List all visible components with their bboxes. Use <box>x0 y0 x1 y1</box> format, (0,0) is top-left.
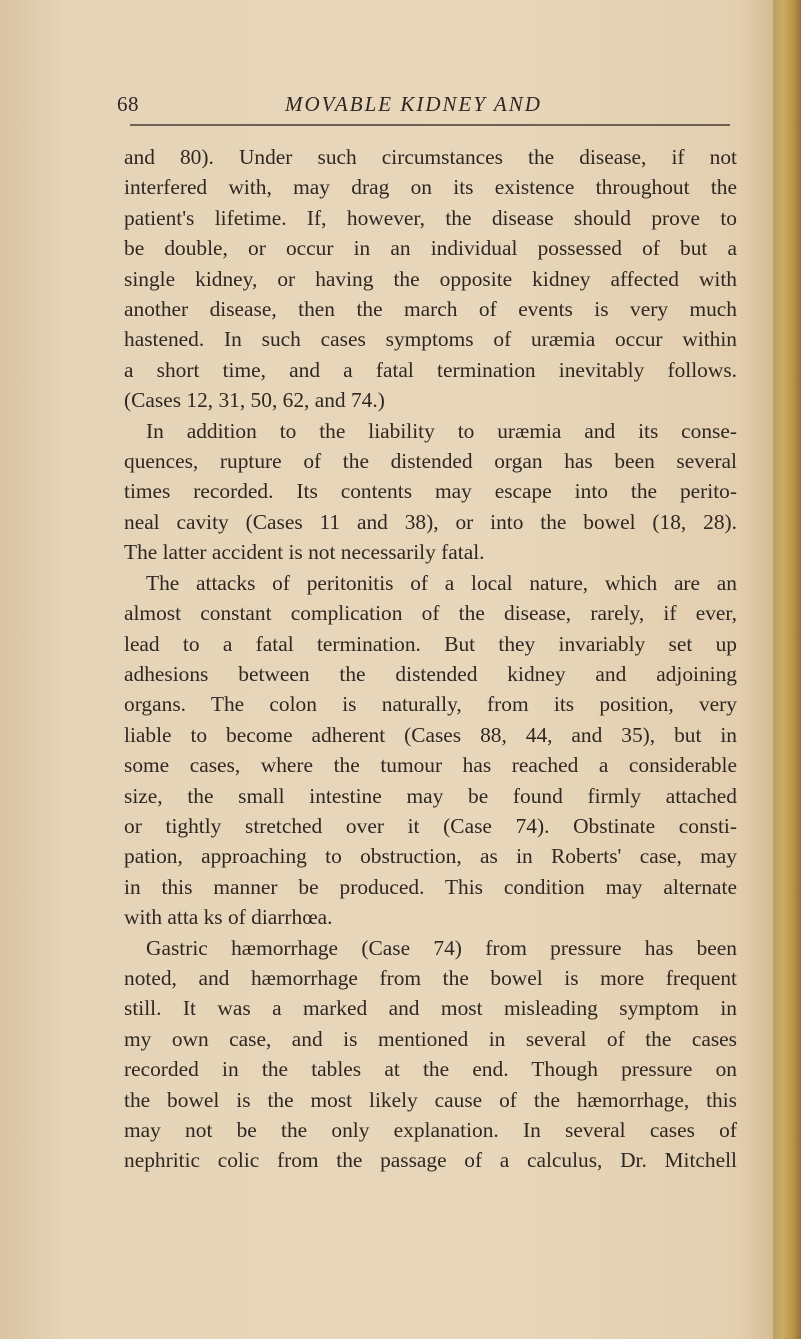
text-line: hastened. In such cases symptoms of uræmia occur within <box>124 327 737 352</box>
text-line: single kidney, or having the opposite kidney affected with <box>124 266 737 291</box>
page-number: 68 <box>117 92 139 116</box>
text-line: the bowel is the most likely cause of the hæmorrhage, this <box>124 1087 737 1112</box>
text-line: patient's lifetime. If, however, the disease should prove to <box>124 205 737 230</box>
text-line: may not be the only explanation. In several cases of <box>124 1118 737 1142</box>
text-line: still. It was a marked and most misleading symptom in <box>124 996 737 1021</box>
text-line: pation, approaching to obstruction, as in Roberts' case, may <box>124 844 737 869</box>
page-edge <box>773 0 801 1339</box>
text-line: adhesions between the distended kidney and adjoining <box>124 661 737 686</box>
text-line: Gastric hæmorrhage (Case 74) from pressure has been <box>146 935 737 960</box>
text-line: a short time, and a fatal termination inevitably follows. <box>124 357 737 382</box>
body-text <box>124 142 737 1176</box>
text-line: noted, and hæmorrhage from the bowel is more frequent <box>124 965 737 990</box>
text-line: size, the small intestine may be found firmly attached <box>124 783 737 808</box>
text-line: with atta ks of diarrhœa. <box>124 905 333 930</box>
text-line: In addition to the liability to uræmia and its conse- <box>146 418 737 443</box>
text-line: liable to become adherent (Cases 88, 44, and 35), but in <box>124 722 737 747</box>
text-line: recorded in the tables at the end. Though pressure on <box>124 1057 737 1082</box>
text-line: and 80). Under such circumstances the disease, if not <box>124 145 737 169</box>
text-line: lead to a fatal termination. But they invariably set up <box>124 631 737 656</box>
header-rule <box>130 124 730 126</box>
text-line: The latter accident is not necessarily fatal. <box>124 540 485 565</box>
text-line: organs. The colon is naturally, from its position, very <box>124 692 737 717</box>
page-header <box>0 88 801 128</box>
text-line: or tightly stretched over it (Case 74). Obstinate consti- <box>124 813 737 838</box>
text-line: (Cases 12, 31, 50, 62, and 74.) <box>124 388 385 413</box>
text-line: be double, or occur in an individual possessed of but a <box>124 236 737 261</box>
text-line: interfered with, may drag on its existence throughout the <box>124 175 737 200</box>
text-line: neal cavity (Cases 11 and 38), or into the bowel (18, 28). <box>124 509 737 534</box>
text-line: another disease, then the march of events is very much <box>124 297 737 322</box>
running-head: MOVABLE KIDNEY AND <box>285 92 542 116</box>
text-line: nephritic colic from the passage of a calculus, Dr. Mitchell <box>124 1148 737 1173</box>
text-line: my own case, and is mentioned in several of the cases <box>124 1026 737 1051</box>
text-line: almost constant complication of the disease, rarely, if ever, <box>124 601 737 626</box>
text-line: some cases, where the tumour has reached a considerable <box>124 753 737 778</box>
text-line: times recorded. Its contents may escape into the perito- <box>124 479 737 504</box>
text-line: quences, rupture of the distended organ has been several <box>124 449 737 474</box>
text-line: in this manner be produced. This condition may alternate <box>124 874 737 899</box>
text-line: The attacks of peritonitis of a local nature, which are an <box>146 570 737 595</box>
